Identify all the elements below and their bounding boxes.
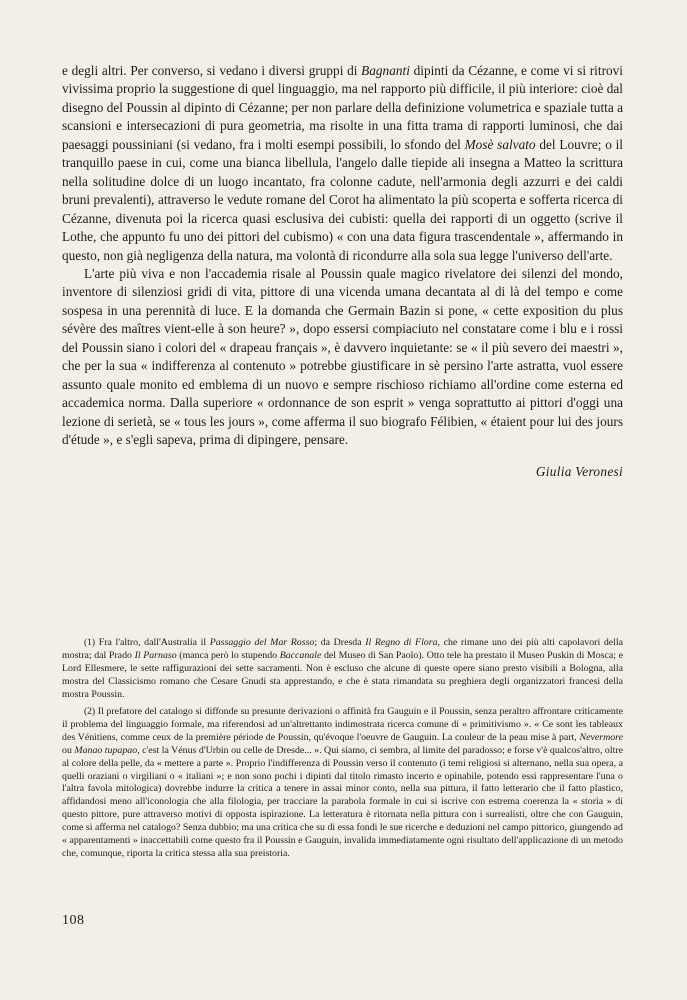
footnote-1-text: Fra l'altro, dall'Australia il Passaggio del Mar Rosso; da Dresda Il Regno di Flora, che rimane uno dei più alti capolavori della mostra; dal Prado Il Parnaso (manca però lo stupendo Baccanale del Museo di San Paolo). Otto tele ha prestato il Museo Puskin di Mosca; e Lord Ellesmere, le sette raffigurazioni dei sette sacramenti. Non è escluso che alcune di queste opere siano presto visibili a Bologna, alla mostra del Classicismo romano che Cesare Gnudi sta apprestando, e che è stata rimandata su preghiera degli organizzatori francesi della mostra Poussin. xyxy=(62,637,624,700)
paragraph-2: L'arte più viva e non l'accademia risale al Poussin quale magico rivelatore dei silenzi del mondo, inventore di silenziosi gridi di vita, pittore di una vicenda umana decantata al di là del tempo e come sospesa in una perennità di luce. E la domanda che Germain Bazin si pone, « cette exposition du plus sévère des maîtres vient-elle à son heure? », dopo essersi compiaciuto nel constatare come i blu e i rossi del Poussin siano i colori del « drapeau français », è davvero inquietante: se « il più severo dei maestri », che per la sua « indifferenza al contenuto » potrebbe giustificare in sè persino l'arte astratta, vuol essere assunto quale monito ed emblema di un nuovo e sempre rischioso richiamo all'ordine come esterna ed accademica norma. Dalla superiore « ordonnance de son esprit » venga soprattutto ai pittori d'oggi una lezione di serietà, se « tous les jours », come afferma il suo biografo Félibien, « étaient pour lui des jours d'étude », e s'egli sapeva, prima di dipingere, pensare. xyxy=(62,265,623,448)
footnote-1-mark: (1) xyxy=(84,638,96,648)
paragraph-1: e degli altri. Per converso, si vedano i diversi gruppi di Bagnanti dipinti da Cézanne, e come vi si ritrovi vivissima proprio la suggestione di quel linguaggio, ma nel rapporto più difficile, il più interiore: cioè dal disegno del Poussin al dipinto di Cézanne; per non parlare della definizione volumetrica e spaziale tutta a scansioni e intersecazioni di pura geometria, ma risolte in una fitta trama di rapporti luminosi, che dai paesaggi poussiniani (si vedano, fra i molti esempi possibili, lo sfondo del Mosè salvato del Louvre; o il tranquillo paese in cui, come una bianca libellula, l'angelo dalle tiepide ali insegna a Matteo la scrittura nella solitudine dolce di un luogo incantato, fra colonne cadute, nell'armonia degli azzurri e dei caldi bruni prevalenti), attraverso le vedute romane del Corot ha alimentato la più scoperta e sofferta ricerca di Cézanne, divenuta poi la ricerca quasi esclusiva dei cubisti: quella dei rapporti di un oggetto (scrive il Lothe, che appunto fu uno dei pittori del cubismo) « con una data figura trascendentale », affermando in questo, non già negligenza della natura, ma volontà di ricondurre alla sola sua legge l'universo dell'arte. xyxy=(62,63,624,263)
author-signature: Giulia Veronesi xyxy=(535,463,623,479)
page-number: 108 xyxy=(62,913,85,928)
body-text xyxy=(62,62,623,450)
footnote-2-text: Il prefatore del catalogo si diffonde su presunte derivazioni o affinità fra Gauguin e il Poussin, senza peraltro affrontare criticamente il problema del linguaggio formale, ma riferendosi ad un'altrettanto indimostrata ricerca comune di « primitivismo ». « Ce sont les tableaux des Vénitiens, comme ceux de la première période de Poussin, qu'évoque l'oeuvre de Gauguin. La couleur de la peau mise à part, Nevermore ou Manao tupapao, c'est la Vénus d'Urbin ou celle de Dresde... ». Qui siamo, ci sembra, al limite del paradosso; e forse v'è qualcos'altro, oltre al colore della pelle, da « mettere a parte ». Proprio l'indifferenza di Poussin verso il contenuto (i temi religiosi si alternano, nella sua opera, a quelli oraziani o virgiliani o « italiani »; e non sono pochi i dipinti dal titolo rimasto incerto e opinabile, potendo essi rappresentare l'una o l'altra favola mitologica) dovrebbe indurre la critica a tenere in assai minor conto, nella sua pittura, il fatto letterario che il fatto plastico, affidandosi meno all'iconologia che alla filologia, per tracciare la parabola formale in cui si iscrive con estrema coerenza la « storia » di questo pittore, pure attraverso motivi di opposta ispirazione. La letteratura è ritornata nella pittura con i surrealisti, oltre che con Gauguin, come si afferma nel catalogo? Senza dubbio; ma una critica che su di essa fondi le sue ricerche e deduzioni nel campo pittorico, giungendo ad « apparentamenti » inaccettabili come questo fra il Poussin e Gauguin, invalida immediatamente ogni risultato dell'applicazione di un metodo che, comunque, riporta la critica stessa alla sua preistoria. xyxy=(62,705,624,860)
footnotes xyxy=(62,637,623,861)
article-body xyxy=(62,62,623,480)
footnote-2-mark: (2) xyxy=(84,706,96,717)
footnote-1 xyxy=(62,637,623,702)
footnote-2 xyxy=(62,706,623,861)
